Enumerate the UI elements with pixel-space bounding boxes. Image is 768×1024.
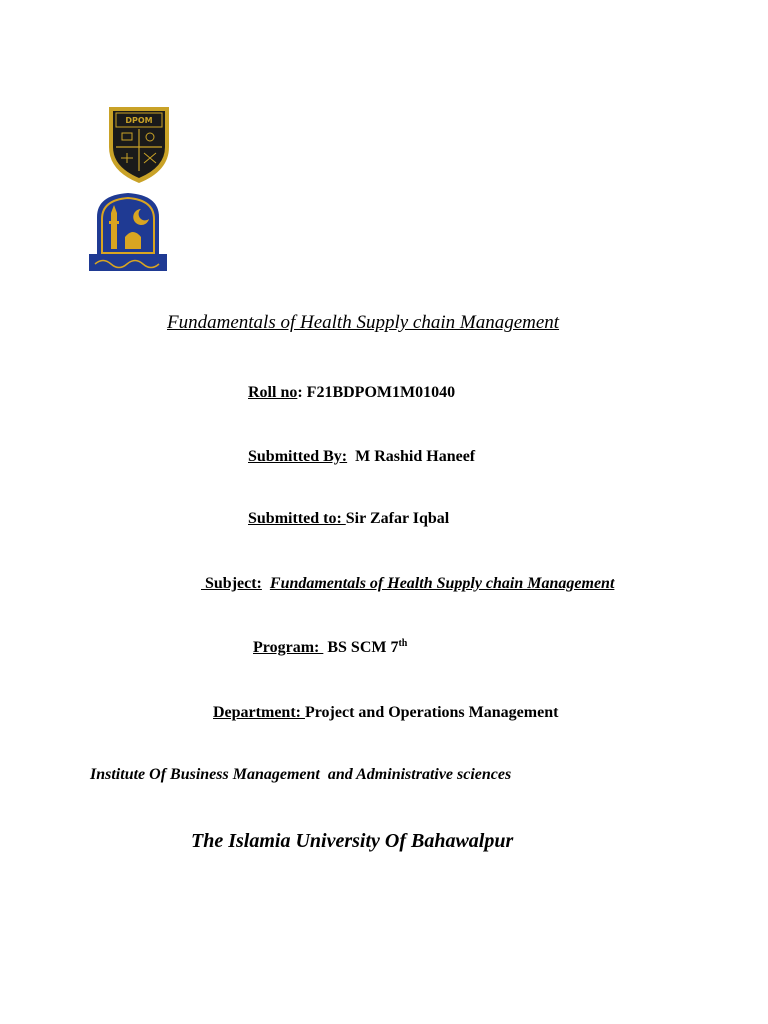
submitted-by-value: M Rashid Haneef bbox=[355, 448, 476, 465]
program-row bbox=[253, 639, 407, 657]
submitted-by-label: Submitted By: bbox=[248, 448, 348, 465]
program-superscript: th bbox=[398, 638, 408, 649]
program-label: Program: bbox=[253, 639, 324, 656]
department-row bbox=[213, 704, 558, 722]
institute-name: Institute Of Business Management and Administrative sciences bbox=[90, 766, 512, 783]
roll-no-row bbox=[248, 384, 455, 402]
submitted-to-label: Submitted to: bbox=[248, 510, 346, 527]
document-title: Fundamentals of Health Supply chain Management bbox=[167, 312, 560, 333]
dpom-crest-logo bbox=[106, 101, 172, 185]
roll-no-colon: : bbox=[297, 384, 303, 401]
subject-row bbox=[201, 575, 614, 593]
submitted-to-value: Sir Zafar Iqbal bbox=[345, 510, 450, 527]
program-value: BS SCM 7 bbox=[327, 639, 399, 656]
iub-university-logo bbox=[89, 191, 167, 271]
subject-label: Subject: bbox=[201, 575, 262, 592]
subject-value: Fundamentals of Health Supply chain Management bbox=[269, 575, 615, 592]
roll-no-label: Roll no bbox=[248, 384, 298, 401]
department-value: Project and Operations Management bbox=[304, 704, 559, 721]
department-label: Department: bbox=[213, 704, 305, 721]
submitted-by-row bbox=[248, 448, 475, 466]
submitted-to-row bbox=[248, 510, 449, 528]
roll-no-value: F21BDPOM1M01040 bbox=[306, 384, 456, 401]
dpom-crest-text: DPOM bbox=[125, 116, 153, 125]
university-name: The Islamia University Of Bahawalpur bbox=[191, 830, 514, 852]
